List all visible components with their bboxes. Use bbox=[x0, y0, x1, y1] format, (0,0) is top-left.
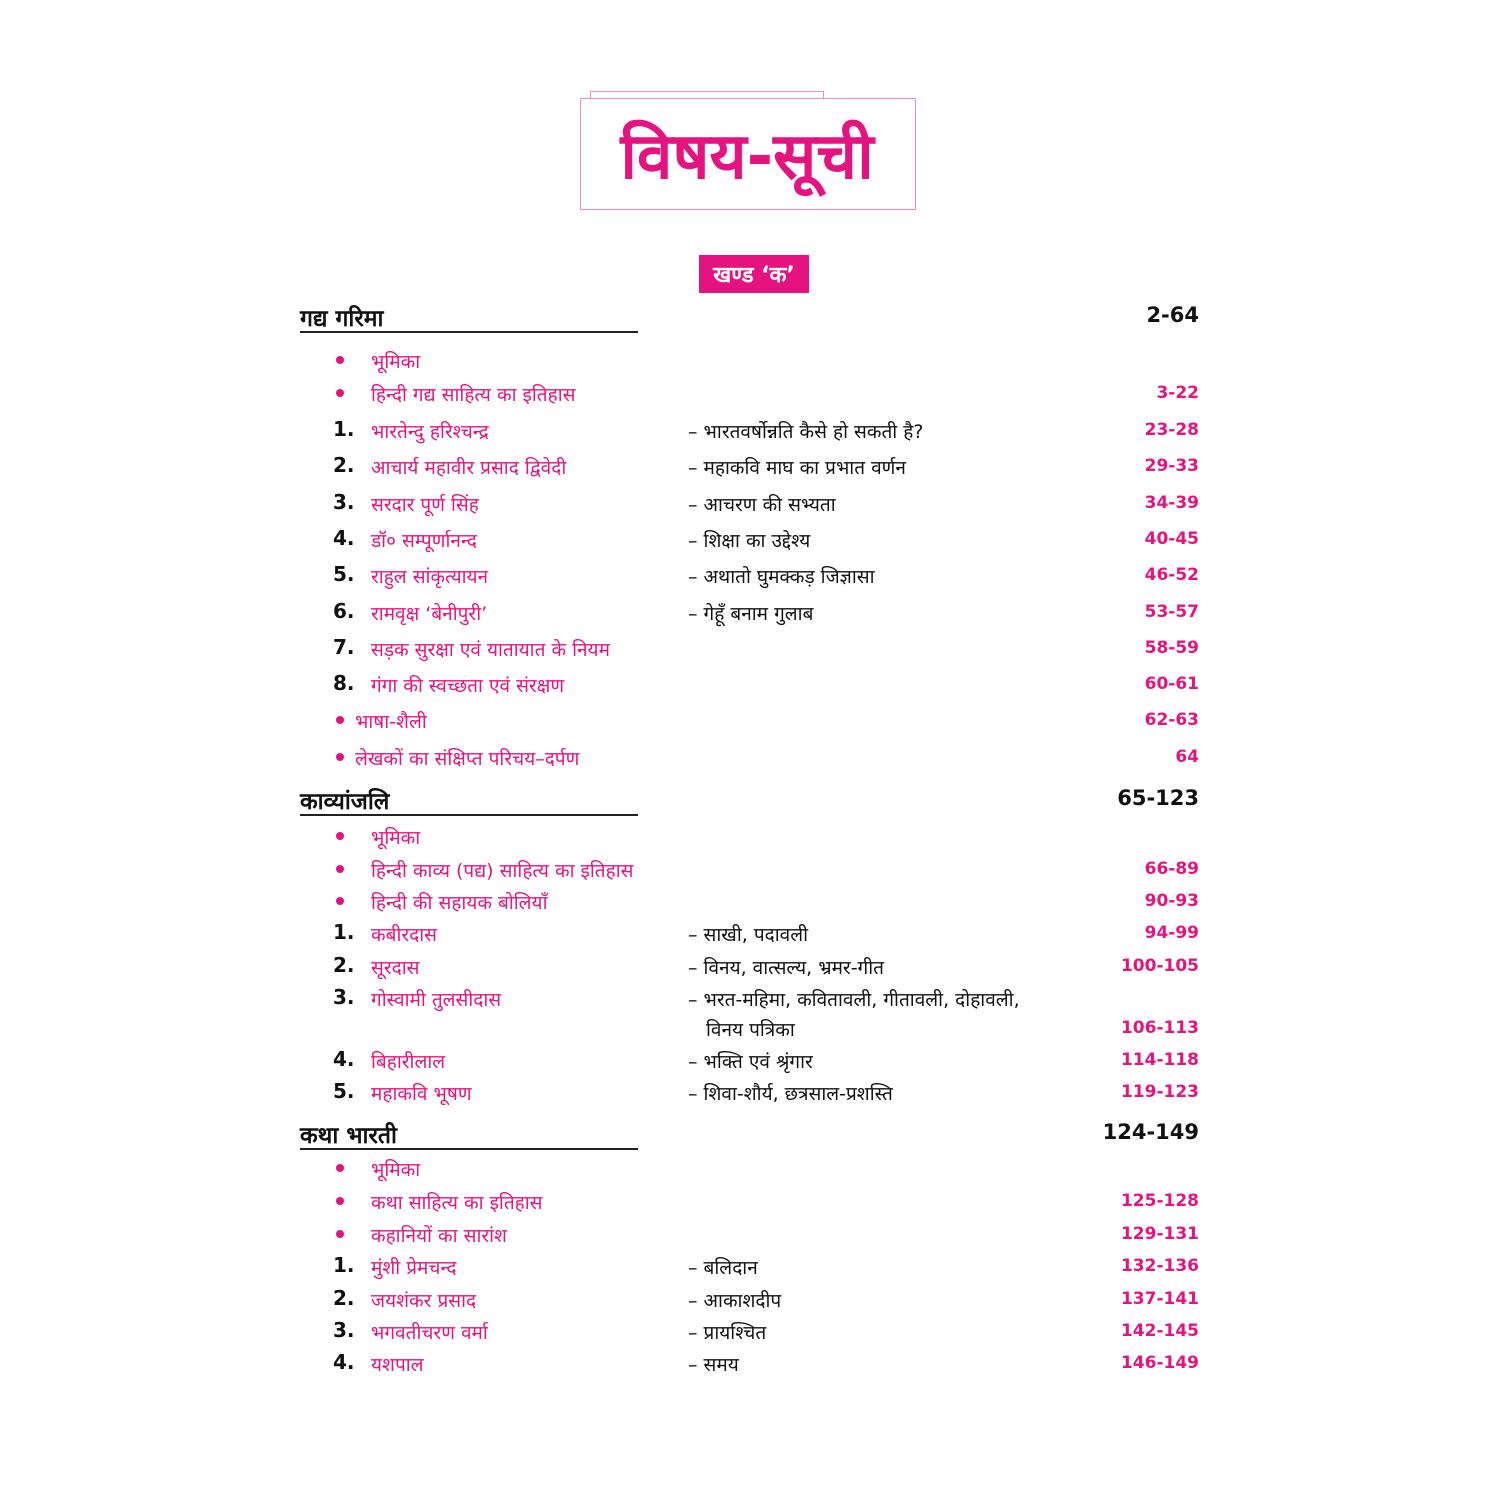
item-work: – गेहूँ बनाम गुलाब bbox=[688, 603, 814, 625]
item-page-range: 53-57 bbox=[1144, 602, 1199, 622]
bullet-icon bbox=[336, 897, 344, 905]
item-title: कबीरदास bbox=[371, 924, 437, 946]
bullet-icon bbox=[336, 1230, 344, 1238]
section-page-range: 65-123 bbox=[1117, 786, 1199, 810]
item-page-range: 146-149 bbox=[1120, 1353, 1199, 1373]
item-title: भाषा-शैली bbox=[355, 711, 427, 733]
item-title: गोस्वामी तुलसीदास bbox=[371, 989, 502, 1011]
item-title: डॉ० सम्पूर्णानन्द bbox=[371, 530, 477, 552]
item-work: – शिक्षा का उद्देश्य bbox=[688, 530, 811, 552]
item-work: – शिवा-शौर्य, छत्रसाल-प्रशस्ति bbox=[688, 1083, 893, 1105]
bullet-icon bbox=[336, 1164, 344, 1172]
item-number: 4. bbox=[333, 526, 355, 550]
item-page-range: 142-145 bbox=[1120, 1321, 1199, 1341]
item-work: – महाकवि माघ का प्रभात वर्णन bbox=[688, 457, 906, 479]
bullet-icon bbox=[336, 753, 344, 761]
item-title: बिहारीलाल bbox=[371, 1051, 446, 1073]
item-number: 2. bbox=[333, 953, 355, 977]
item-work: – आकाशदीप bbox=[688, 1290, 782, 1312]
item-title: हिन्दी की सहायक बोलियाँ bbox=[371, 892, 548, 914]
item-page-range: 114-118 bbox=[1120, 1050, 1199, 1070]
item-work: – साखी, पदावली bbox=[688, 924, 809, 946]
item-page-range: 125-128 bbox=[1120, 1191, 1199, 1211]
item-work: – बलिदान bbox=[688, 1257, 758, 1279]
bullet-icon bbox=[336, 865, 344, 873]
section-underline bbox=[300, 1148, 638, 1150]
item-title: लेखकों का संक्षिप्त परिचय–दर्पण bbox=[355, 748, 580, 770]
item-work: – आचरण की सभ्यता bbox=[688, 494, 836, 516]
part-label: खण्ड ‘क’ bbox=[699, 255, 809, 293]
item-number: 1. bbox=[333, 417, 355, 441]
item-number: 1. bbox=[333, 1253, 355, 1277]
item-title: सरदार पूर्ण सिंह bbox=[371, 494, 479, 516]
item-title: महाकवि भूषण bbox=[371, 1083, 472, 1105]
bullet-icon bbox=[336, 356, 344, 364]
item-page-range: 129-131 bbox=[1120, 1224, 1199, 1244]
item-work: – अथातो घुमक्कड़ जिज्ञासा bbox=[688, 566, 875, 588]
item-title: भारतेन्दु हरिश्चन्द्र bbox=[371, 421, 489, 443]
item-page-range: 64 bbox=[1175, 747, 1199, 767]
item-title: जयशंकर प्रसाद bbox=[371, 1290, 477, 1312]
item-title: कथा साहित्य का इतिहास bbox=[371, 1192, 543, 1214]
item-title: भूमिका bbox=[371, 1159, 421, 1181]
item-page-range: 3-22 bbox=[1156, 383, 1199, 403]
item-title: सड़क सुरक्षा एवं यातायात के नियम bbox=[371, 639, 610, 661]
item-title: हिन्दी गद्य साहित्य का इतिहास bbox=[371, 384, 576, 406]
item-page-range: 90-93 bbox=[1144, 891, 1199, 911]
item-work: – भक्ति एवं श्रृंगार bbox=[688, 1051, 813, 1073]
item-title: हिन्दी काव्य (पद्य) साहित्य का इतिहास bbox=[371, 860, 634, 882]
item-title: आचार्य महावीर प्रसाद द्विवेदी bbox=[371, 457, 567, 479]
item-title: भूमिका bbox=[371, 827, 421, 849]
item-number: 3. bbox=[333, 985, 355, 1009]
item-number: 6. bbox=[333, 599, 355, 623]
item-number: 5. bbox=[333, 562, 355, 586]
item-page-range: 119-123 bbox=[1120, 1082, 1199, 1102]
section-underline bbox=[300, 814, 638, 816]
item-page-range: 137-141 bbox=[1120, 1289, 1199, 1309]
item-title: यशपाल bbox=[371, 1354, 424, 1376]
section-title: कथा भारती bbox=[300, 1123, 397, 1149]
item-page-range: 94-99 bbox=[1144, 923, 1199, 943]
item-page-range: 29-33 bbox=[1144, 456, 1199, 476]
item-title: भूमिका bbox=[371, 351, 421, 373]
item-page-range: 58-59 bbox=[1144, 638, 1199, 658]
item-page-range: 132-136 bbox=[1120, 1256, 1199, 1276]
item-work: – भारतवर्षोन्नति कैसे हो सकती है? bbox=[688, 421, 924, 443]
section-page-range: 2-64 bbox=[1146, 303, 1199, 327]
section-page-range: 124-149 bbox=[1102, 1120, 1199, 1144]
item-title: गंगा की स्वच्छता एवं संरक्षण bbox=[371, 675, 565, 697]
item-page-range: 34-39 bbox=[1144, 493, 1199, 513]
item-number: 1. bbox=[333, 920, 355, 944]
item-number: 8. bbox=[333, 671, 355, 695]
item-title: रामवृक्ष ‘बेनीपुरी’ bbox=[371, 603, 488, 625]
section-title: गद्य गरिमा bbox=[300, 306, 384, 332]
bullet-icon bbox=[336, 1197, 344, 1205]
item-title: कहानियों का सारांश bbox=[371, 1225, 507, 1247]
item-work: – विनय, वात्सल्य, भ्रमर-गीत bbox=[688, 957, 885, 979]
item-page-range: 40-45 bbox=[1144, 529, 1199, 549]
bullet-icon bbox=[336, 832, 344, 840]
item-work: – भरत-महिमा, कवितावली, गीतावली, दोहावली, bbox=[688, 989, 1020, 1011]
item-title: राहुल सांकृत्यायन bbox=[371, 566, 489, 588]
item-number: 3. bbox=[333, 1318, 355, 1342]
item-number: 2. bbox=[333, 1286, 355, 1310]
item-page-range: 46-52 bbox=[1144, 565, 1199, 585]
item-page-range: 62-63 bbox=[1144, 710, 1199, 730]
item-work-continued: विनय पत्रिका bbox=[706, 1019, 795, 1041]
item-work: – प्रायश्चित bbox=[688, 1322, 767, 1344]
item-number: 4. bbox=[333, 1350, 355, 1374]
item-number: 7. bbox=[333, 635, 355, 659]
item-page-range: 106-113 bbox=[1120, 1018, 1199, 1038]
page-title: विषय-सूची bbox=[620, 119, 874, 194]
item-number: 2. bbox=[333, 453, 355, 477]
section-underline bbox=[300, 331, 638, 333]
item-title: मुंशी प्रेमचन्द bbox=[371, 1257, 457, 1279]
item-page-range: 66-89 bbox=[1144, 859, 1199, 879]
item-work: – समय bbox=[688, 1354, 739, 1376]
bullet-icon bbox=[336, 716, 344, 724]
item-page-range: 60-61 bbox=[1144, 674, 1199, 694]
item-title: सूरदास bbox=[371, 957, 420, 979]
item-number: 3. bbox=[333, 490, 355, 514]
section-title: काव्यांजलि bbox=[300, 789, 390, 815]
item-page-range: 23-28 bbox=[1144, 420, 1199, 440]
item-number: 4. bbox=[333, 1047, 355, 1071]
bullet-icon bbox=[336, 389, 344, 397]
item-title: भगवतीचरण वर्मा bbox=[371, 1322, 488, 1344]
item-number: 5. bbox=[333, 1079, 355, 1103]
item-page-range: 100-105 bbox=[1120, 956, 1199, 976]
